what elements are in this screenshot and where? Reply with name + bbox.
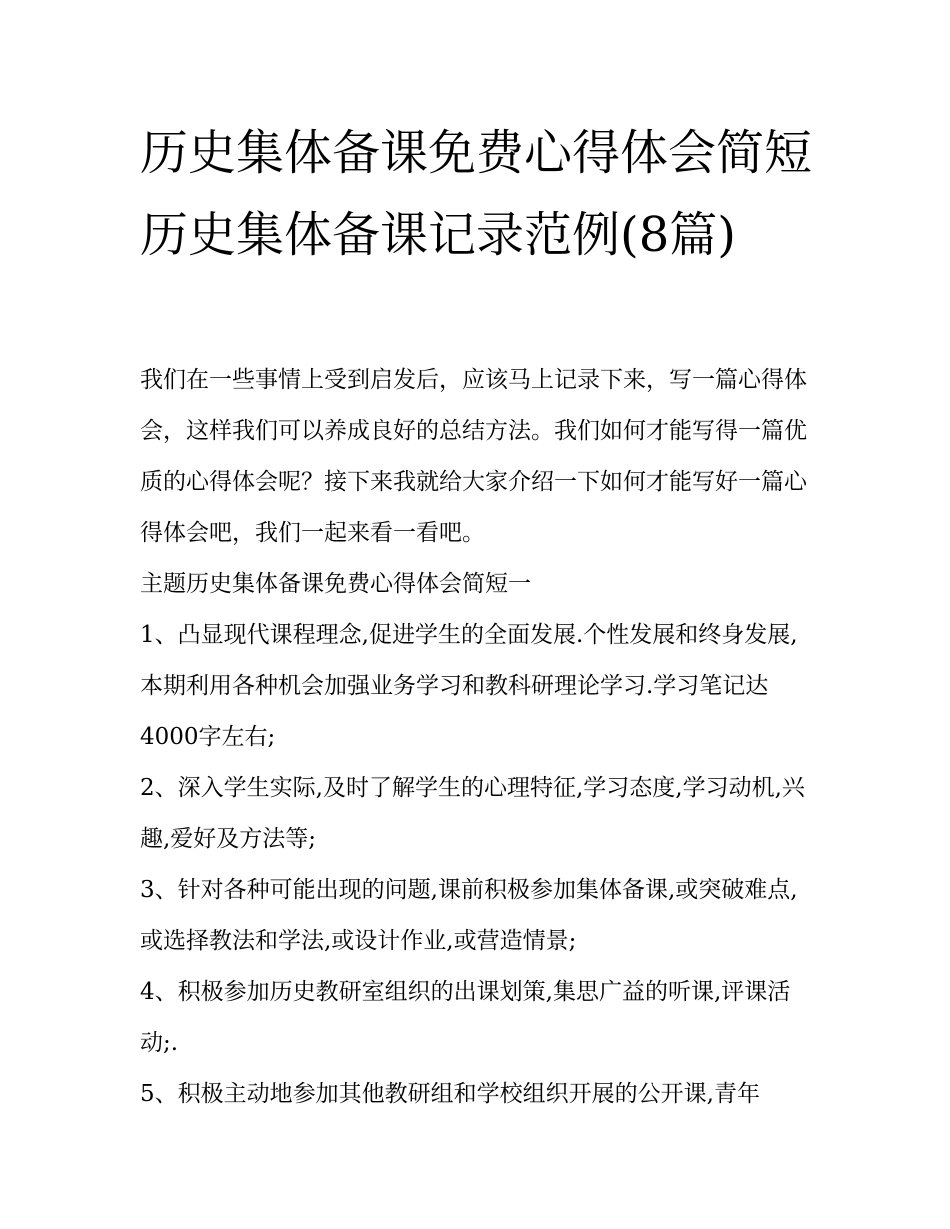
- document-body: [140, 355, 820, 1120]
- list-item: 5、积极主动地参加其他教研组和学校组织开展的公开课,青年: [140, 1081, 760, 1107]
- list-item: 4、积极参加历史教研室组织的出课划策,集思广益的听课,评课活动;.: [140, 979, 791, 1056]
- intro-paragraph: 我们在一些事情上受到启发后，应该马上记录下来，写一篇心得体会，这样我们可以养成良好的总结方法。我们如何才能写得一篇优质的心得体会呢？接下来我就给大家介绍一下如何才能写好一篇心得体会吧，我们一起来看一看吧。: [140, 367, 807, 546]
- document-title: 历史集体备课免费心得体会简短 历史集体备课记录范例(8篇): [140, 125, 813, 263]
- list-item: 3、针对各种可能出现的问题,课前积极参加集体备课,或突破难点,或选择教法和学法,或设计作业,或营造情景;: [140, 877, 798, 954]
- list-item: 1、凸显现代课程理念,促进学生的全面发展.个性发展和终身发展,本期利用各种机会加强业务学习和教科研理论学习.学习笔记达4000字左右;: [140, 622, 798, 750]
- list-item: 2、深入学生实际,及时了解学生的心理特征,学习态度,学习动机,兴趣,爱好及方法等;: [140, 775, 805, 852]
- section-heading: 主题历史集体备课免费心得体会简短一: [140, 571, 531, 597]
